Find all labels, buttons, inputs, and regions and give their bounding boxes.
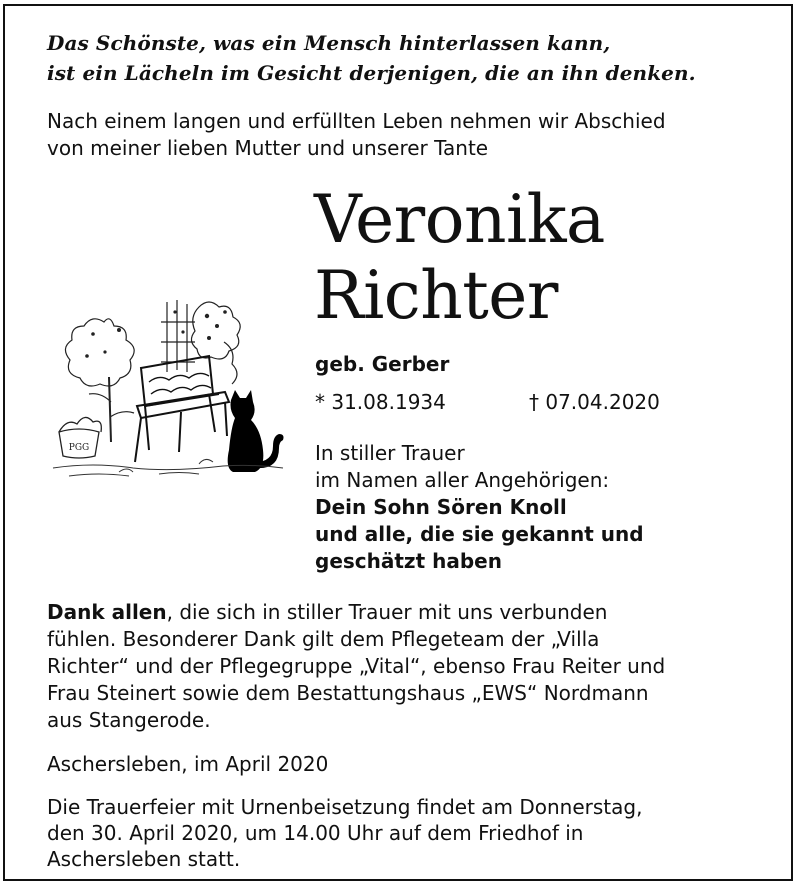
- mourning-line: im Namen aller Angehörigen:: [315, 468, 610, 492]
- birth-name: geb. Gerber: [315, 352, 450, 376]
- last-name: Richter: [314, 257, 558, 334]
- mourner-name: Dein Sohn Sören Knoll: [315, 495, 567, 519]
- thanks-line: [47, 599, 767, 626]
- intro-text: [47, 108, 787, 162]
- thanks-line: Richter“ und der Pflegegruppe „Vital“, ebenso Frau Reiter und: [47, 654, 666, 678]
- funeral-line: Die Trauerfeier mit Urnenbeisetzung findet am Donnerstag,: [47, 795, 643, 819]
- thanks-line: aus Stangerode.: [47, 708, 211, 732]
- memorial-quote: [47, 28, 767, 88]
- obituary-notice: [3, 4, 793, 881]
- death-date: † 07.04.2020: [529, 390, 660, 414]
- mourning-line: und alle, die sie gekannt und: [315, 522, 644, 546]
- thanks-lead: Dank allen: [47, 600, 167, 624]
- funeral-details: [47, 794, 787, 872]
- mourners-block: [315, 440, 785, 575]
- quote-line: ist ein Lächeln im Gesicht derjenigen, die an ihn denken.: [47, 61, 696, 85]
- thanks-line-rest: , die sich in stiller Trauer mit uns verbunden: [166, 600, 608, 624]
- intro-line: von meiner lieben Mutter und unserer Tante: [47, 136, 489, 160]
- garden-bench-cat-illustration: [49, 282, 289, 482]
- first-name: Veronika: [314, 181, 605, 258]
- mourning-line: In stiller Trauer: [315, 441, 465, 465]
- mourning-line: geschätzt haben: [315, 549, 502, 573]
- funeral-line: den 30. April 2020, um 14.00 Uhr auf dem Friedhof in: [47, 821, 584, 845]
- thanks-line: fühlen. Besonderer Dank gilt dem Pflegeteam der „Villa: [47, 627, 600, 651]
- thanks-text: [47, 599, 767, 734]
- birth-date: * 31.08.1934: [315, 390, 446, 414]
- intro-line: Nach einem langen und erfüllten Leben nehmen wir Abschied: [47, 109, 666, 133]
- deceased-name: [314, 182, 605, 334]
- thanks-line: Frau Steinert sowie dem Bestattungshaus „EWS“ Nordmann: [47, 681, 649, 705]
- place-and-date: Aschersleben, im April 2020: [47, 752, 329, 776]
- pot-label: PGG: [68, 443, 90, 453]
- quote-line: Das Schönste, was ein Mensch hinterlassen kann,: [47, 31, 611, 55]
- funeral-line: Aschersleben statt.: [47, 847, 241, 871]
